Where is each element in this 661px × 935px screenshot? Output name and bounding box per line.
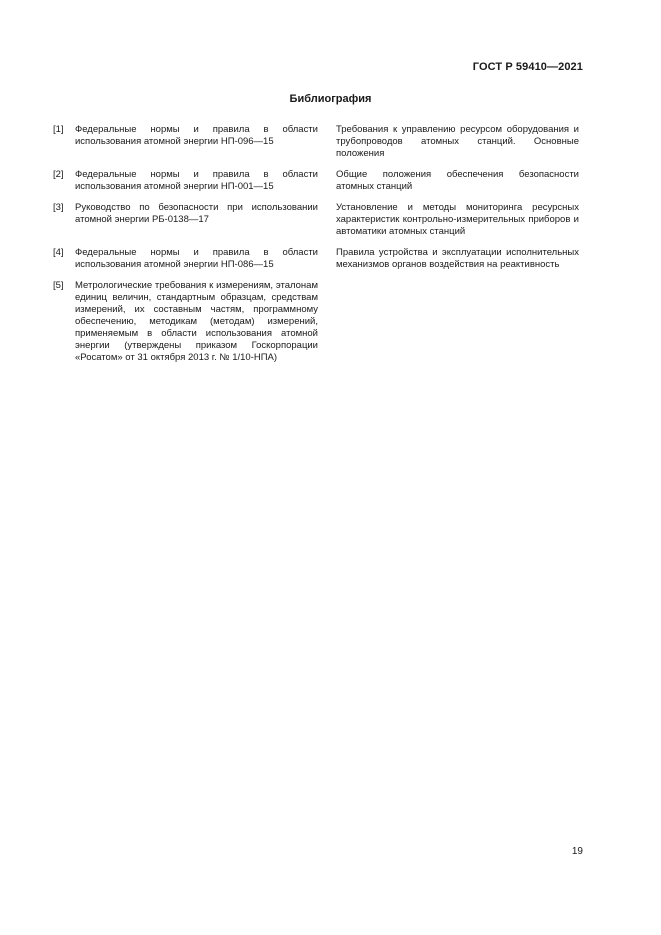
bibliography-entry — [53, 169, 579, 193]
entry-title: Общие положения обеспечения безопасности атомных станций — [336, 169, 579, 192]
entry-source: Метрологические требования к измерениям, эталонам единиц величин, стандартным образцам, средствам измерений, их составным частям, программному обеспечению, методикам (методам) измерений, применяемым в области использования атомной энергии (утверждены приказом Госкорпорации «Росатом» от 31 октября 2013 г. № 1/10-НПА) — [75, 280, 318, 363]
page-number: 19 — [571, 846, 583, 857]
entry-number: [3] — [53, 202, 64, 213]
bibliography-entry — [53, 124, 579, 160]
document-code: ГОСТ Р 59410—2021 — [472, 61, 583, 73]
entry-number: [4] — [53, 247, 64, 258]
bibliography-entry — [53, 202, 579, 238]
bibliography-entry — [53, 280, 579, 364]
entry-title: Установление и методы мониторинга ресурсных характеристик контрольно-измерительных приборов и автоматики атомных станций — [336, 202, 579, 237]
section-title: Библиография — [289, 93, 372, 105]
entry-number: [1] — [53, 124, 64, 135]
entry-number: [5] — [53, 280, 64, 291]
entry-title: Правила устройства и эксплуатации исполнительных механизмов органов воздействия на реактивность — [336, 247, 579, 270]
entry-number: [2] — [53, 169, 64, 180]
entry-source: Федеральные нормы и правила в области использования атомной энергии НП-001—15 — [75, 169, 318, 192]
bibliography-entry — [53, 247, 579, 271]
entry-title: Требования к управлению ресурсом оборудования и трубопроводов атомных станций. Основные положения — [336, 124, 579, 159]
entry-source: Федеральные нормы и правила в области использования атомной энергии НП-086—15 — [75, 247, 318, 270]
entry-source: Руководство по безопасности при использовании атомной энергии РБ-0138—17 — [75, 202, 318, 225]
entry-source: Федеральные нормы и правила в области использования атомной энергии НП-096—15 — [75, 124, 318, 147]
bibliography-list — [53, 124, 579, 373]
